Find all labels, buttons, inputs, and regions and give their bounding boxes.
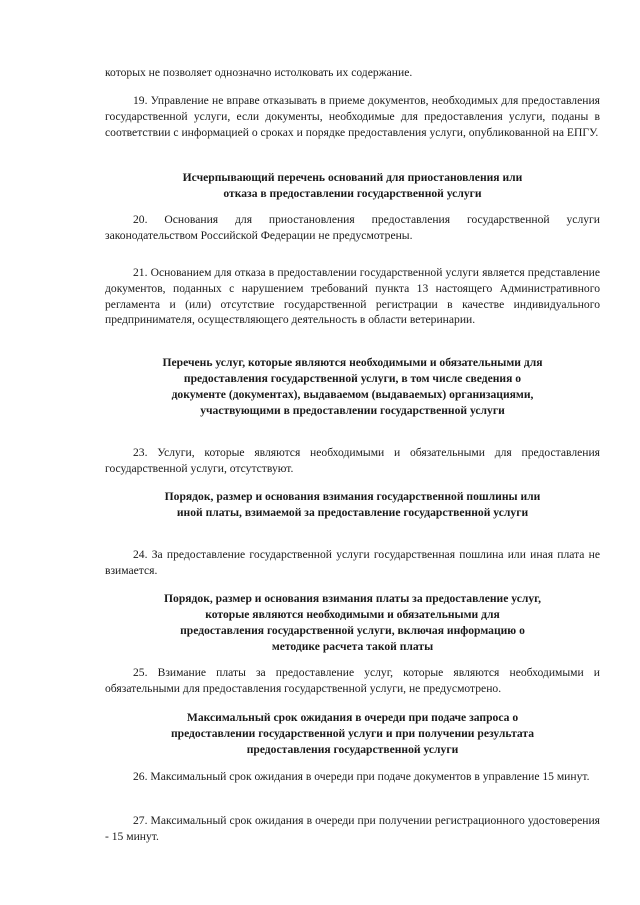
section-heading: Порядок, размер и основания взимания государственной пошлины или иной платы, взимаемой за предоставление государственной услуги — [164, 490, 541, 519]
paragraph-25 — [105, 665, 600, 697]
heading-fee-for-required-services — [105, 591, 600, 655]
paragraph-continuation — [105, 65, 600, 81]
heading-grounds-suspension-refusal — [105, 170, 600, 202]
heading-state-duty — [105, 489, 600, 521]
section-heading: Порядок, размер и основания взимания платы за предоставление услуг, которые являются необходимыми и обязательными для предоставления государственной услуги, включая информацию о методике расчета такой платы — [164, 592, 541, 653]
paragraph-23 — [105, 445, 600, 477]
paragraph-text: 23. Услуги, которые являются необходимыми и обязательными для предоставления государственной услуги, отсутствуют. — [105, 446, 600, 475]
section-heading: Перечень услуг, которые являются необходимыми и обязательными для предоставления государственной услуги, в том числе сведения о документе (документах), выдаваемом (выдаваемых) организациями, участвующими в предоставлении государственной услуги — [162, 356, 543, 417]
paragraph-20 — [105, 212, 600, 244]
paragraph-text: 26. Максимальный срок ожидания в очереди при подаче документов в управление 15 минут. — [133, 770, 590, 783]
heading-required-services — [105, 355, 600, 419]
paragraph-24 — [105, 547, 600, 579]
paragraph-text: 27. Максимальный срок ожидания в очереди при получении регистрационного удостоверения - 15 минут. — [105, 814, 600, 843]
paragraph-21 — [105, 265, 600, 328]
paragraph-19 — [105, 93, 600, 140]
paragraph-text: 24. За предоставление государственной услуги государственная пошлина или иная плата не взимается. — [105, 548, 600, 577]
paragraph-27 — [105, 813, 600, 845]
heading-max-waiting-time — [105, 710, 600, 758]
paragraph-text: которых не позволяет однозначно истолковать их содержание. — [105, 66, 413, 79]
section-heading: Исчерпывающий перечень оснований для приостановления или отказа в предоставлении государственной услуги — [182, 171, 523, 200]
section-heading: Максимальный срок ожидания в очереди при подаче запроса о предоставлении государственной услуги и при получении результата предоставления государственной услуги — [170, 711, 535, 756]
paragraph-text: 20. Основания для приостановления предоставления государственной услуги законодательством Российской Федерации не предусмотрены. — [105, 213, 600, 242]
paragraph-26 — [105, 769, 600, 785]
paragraph-text: 21. Основанием для отказа в предоставлении государственной услуги является представление документов, поданных с нарушением требований пункта 13 настоящего Административного регламента и (или) отсутствие государственной регистрации в качестве индивидуального предпринимателя, осуществляющего деятельность в области ветеринарии. — [105, 266, 600, 327]
paragraph-text: 19. Управление не вправе отказывать в приеме документов, необходимых для предоставления государственной услуги, если документы, необходимые для предоставления услуги, поданы в соответствии с информацией о сроках и порядке предоставления услуги, опубликованной на ЕПГУ. — [105, 94, 600, 139]
paragraph-text: 25. Взимание платы за предоставление услуг, которые являются необходимыми и обязательными для предоставления государственной услуги, не предусмотрено. — [105, 666, 600, 695]
